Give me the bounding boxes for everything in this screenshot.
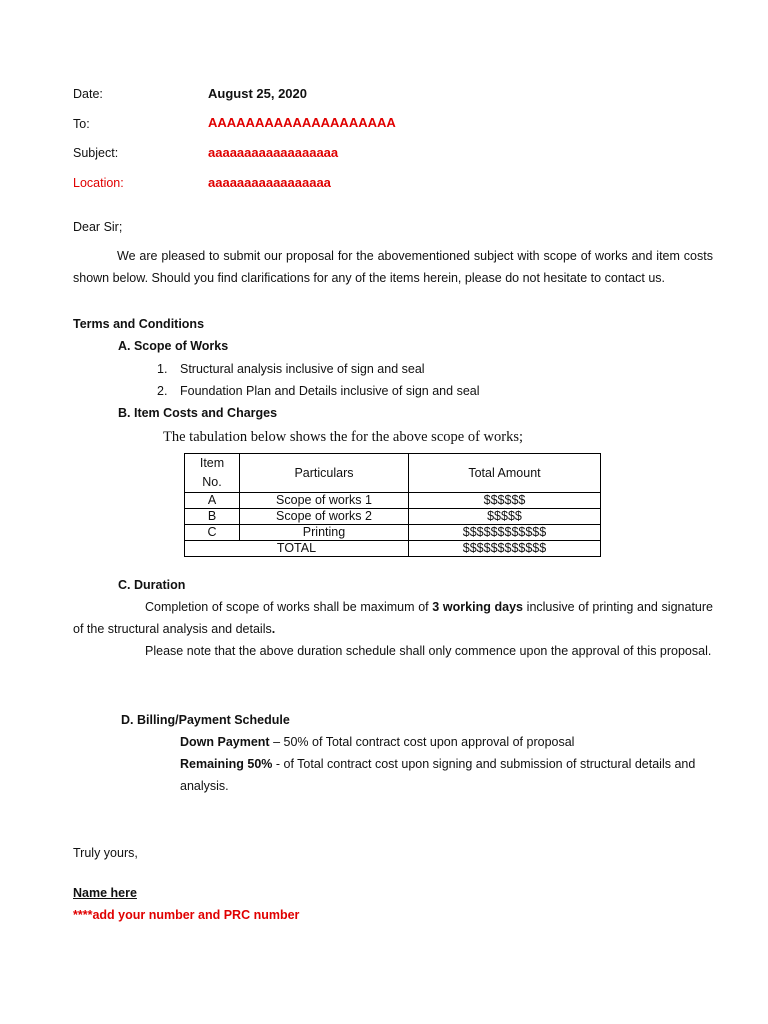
remaining-line-2: analysis. [180, 779, 229, 793]
cell-particulars: Scope of works 1 [240, 493, 409, 509]
date-value: August 25, 2020 [208, 86, 307, 101]
duration-days: 3 working days [432, 600, 523, 614]
down-payment-line [180, 734, 574, 750]
down-payment-label: Down Payment [180, 735, 270, 749]
cell-item: A [185, 493, 240, 509]
scope-item-1-num: 1. [157, 362, 168, 376]
down-payment-text: of Total contract cost upon approval of proposal [308, 735, 575, 749]
cost-table [184, 453, 601, 557]
duration-note: Please note that the above duration schedule shall only commence upon the approval of this proposal. [145, 644, 712, 658]
billing-heading: D. Billing/Payment Schedule [121, 713, 290, 727]
terms-heading: Terms and Conditions [73, 317, 205, 331]
duration-text-a: Completion of scope of works shall be maximum of [145, 600, 433, 614]
signature-note: ****add your number and PRC number [73, 908, 300, 922]
location-value: aaaaaaaaaaaaaaaaa [208, 175, 331, 190]
down-payment-dash: – [269, 735, 284, 749]
cell-item: B [185, 509, 240, 525]
table-row [185, 493, 601, 509]
duration-period: . [271, 622, 276, 636]
remaining-line [180, 756, 695, 772]
costs-heading: B. Item Costs and Charges [118, 406, 278, 420]
col-item-no [185, 454, 240, 493]
table-header-row [185, 454, 601, 493]
cell-particulars: Printing [240, 525, 409, 541]
to-value: AAAAAAAAAAAAAAAAAAAA [208, 115, 396, 130]
scope-item-2-num: 2. [157, 384, 168, 398]
col-item-line1: Item [199, 456, 225, 470]
cell-particulars: Scope of works 2 [240, 509, 409, 525]
duration-paragraph-1 [73, 596, 713, 640]
table-total-row [185, 541, 601, 557]
scope-item-2-text: Foundation Plan and Details inclusive of sign and seal [180, 384, 480, 398]
scope-heading: A. Scope of Works [118, 339, 229, 353]
cell-amount: $$$$$$$$$$$$ [409, 525, 601, 541]
down-payment-percent: 50% [283, 735, 309, 749]
date-label: Date: [73, 87, 103, 101]
to-label: To: [73, 117, 90, 131]
costs-intro: The tabulation below shows the for the above scope of works; [163, 429, 523, 445]
subject-value: aaaaaaaaaaaaaaaaaa [208, 145, 339, 160]
duration-text-b: inclusive of printing and signature of the structural analysis and details [73, 600, 713, 636]
scope-item-1-text: Structural analysis inclusive of sign and seal [180, 362, 425, 376]
duration-heading: C. Duration [118, 578, 186, 592]
cell-amount: $$$$$$ [409, 493, 601, 509]
location-label: Location: [73, 176, 124, 190]
signature-name: Name here [73, 886, 137, 900]
subject-label: Subject: [73, 146, 119, 160]
table-row [185, 509, 601, 525]
cell-amount: $$$$$ [409, 509, 601, 525]
intro-text: We are pleased to submit our proposal for the abovementioned subject with scope of works and item costs shown below. Should you find clarifications for any of the items herein, please do not hesitate to contact us. [73, 249, 713, 285]
col-total-amount: Total Amount [409, 454, 601, 493]
table-row [185, 525, 601, 541]
remaining-label: Remaining 50% [180, 757, 273, 771]
total-label: TOTAL [185, 541, 409, 557]
col-particulars: Particulars [240, 454, 409, 493]
cell-item: C [185, 525, 240, 541]
col-item-line2: No. [202, 475, 222, 489]
remaining-text: - of Total contract cost upon signing and submission of structural details and [272, 757, 696, 771]
intro-paragraph [73, 245, 713, 289]
duration-paragraph-2 [73, 640, 713, 662]
closing: Truly yours, [73, 846, 138, 860]
total-amount: $$$$$$$$$$$$ [409, 541, 601, 557]
salutation: Dear Sir; [73, 220, 123, 234]
